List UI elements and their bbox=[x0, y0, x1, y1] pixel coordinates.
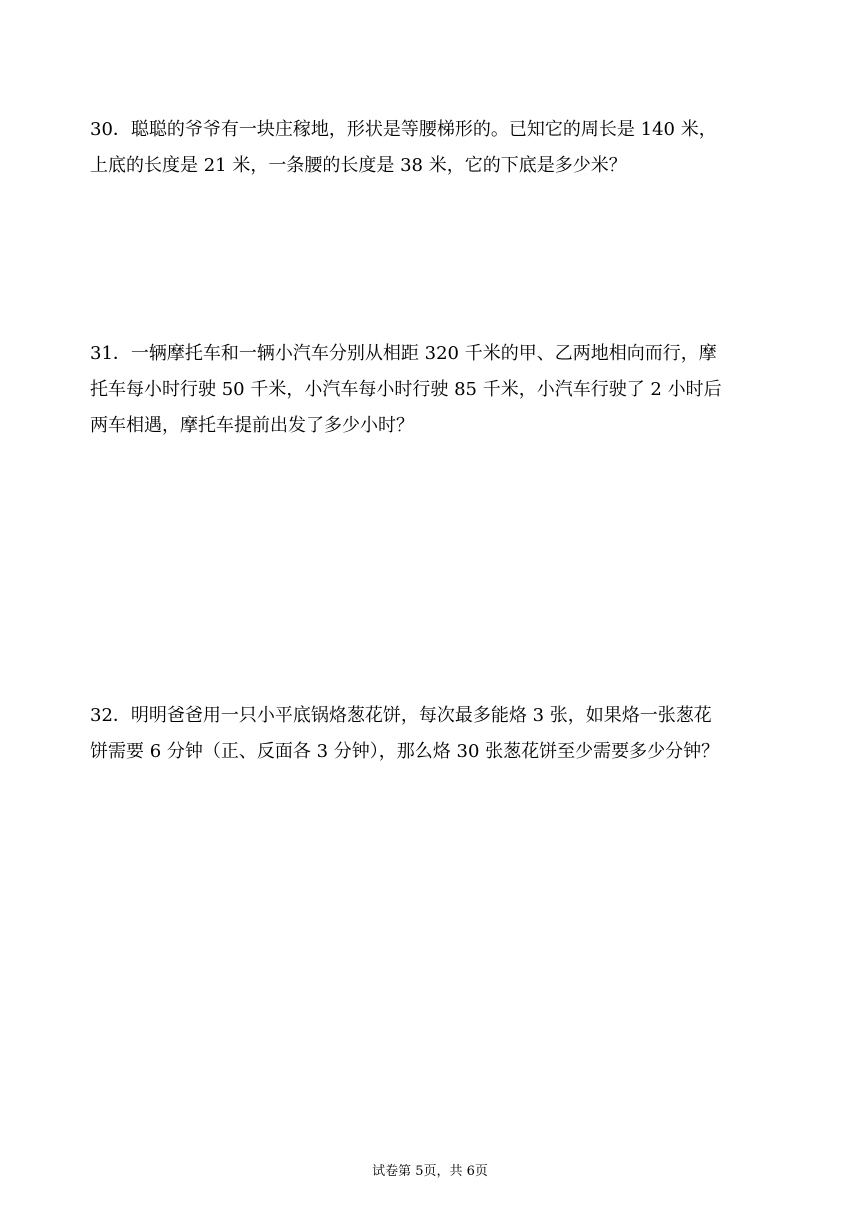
question-30-line-2: 上底的长度是 21 米，一条腰的长度是 38 米，它的下底是多少米？ bbox=[90, 155, 627, 176]
question-31-line-3: 两车相遇，摩托车提前出发了多少小时？ bbox=[90, 415, 414, 436]
question-30-line-1: 30．聪聪的爷爷有一块庄稼地，形状是等腰梯形的。已知它的周长是 140 米， bbox=[90, 119, 717, 140]
question-32-line-2: 饼需要 6 分钟（正、反面各 3 分钟），那么烙 30 张葱花饼至少需要多少分钟？ bbox=[90, 741, 720, 762]
page-footer bbox=[0, 1162, 860, 1182]
question-32 bbox=[90, 698, 780, 770]
question-31 bbox=[90, 336, 780, 444]
question-32-line-1: 32．明明爸爸用一只小平底锅烙葱花饼，每次最多能烙 3 张，如果烙一张葱花 bbox=[90, 705, 712, 726]
question-31-line-1: 31．一辆摩托车和一辆小汽车分别从相距 320 千米的甲、乙两地相向而行，摩 bbox=[90, 343, 717, 364]
question-30 bbox=[90, 112, 780, 184]
question-31-line-2: 托车每小时行驶 50 千米，小汽车每小时行驶 85 千米，小汽车行驶了 2 小时后 bbox=[90, 379, 722, 400]
page-number-text: 试卷第 5页，共 6页 bbox=[372, 1164, 488, 1179]
